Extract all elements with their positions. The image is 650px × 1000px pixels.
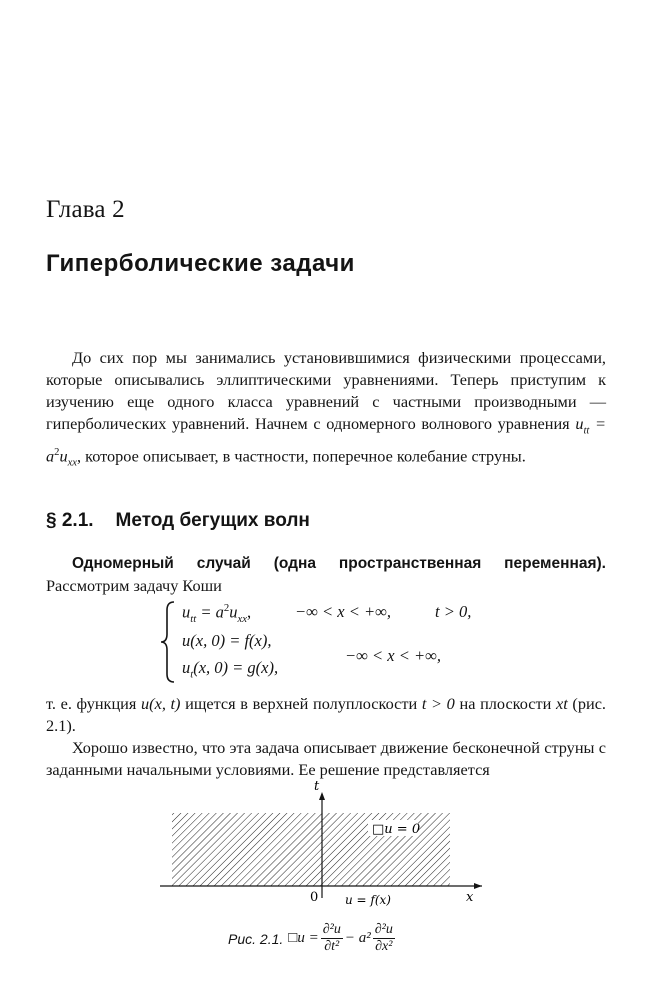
fraction-time: $\frac{\text{∂²u}}{\text{∂t²}}$ bbox=[322, 922, 341, 954]
axis-label-t: t bbox=[314, 780, 320, 794]
fraction-space: $\frac{\text{∂²u}}{\text{∂x²}}$ bbox=[374, 922, 393, 954]
x-axis-arrow-icon bbox=[474, 883, 482, 889]
axis-label-x: x bbox=[466, 890, 474, 905]
region-label: □u = 0 bbox=[372, 822, 421, 837]
figure-half-plane bbox=[150, 780, 495, 910]
figure-caption bbox=[228, 922, 397, 955]
chapter-title: Гиперболические задачи bbox=[46, 250, 355, 277]
t-axis-arrow-icon bbox=[319, 792, 325, 800]
subsection-lead: Одномерный случай (одна пространственная переменная). bbox=[72, 555, 606, 572]
boundary-label: u = f(x) bbox=[345, 893, 391, 907]
section-title: Метод бегущих волн bbox=[115, 510, 310, 531]
cauchy-system bbox=[160, 600, 520, 684]
section-heading bbox=[46, 510, 310, 532]
section-number: § 2.1. bbox=[46, 510, 94, 531]
string-paragraph: Хорошо известно, что эта задача описывает движение бесконечной струны с заданными начальными условиями. Ее решение представляется bbox=[46, 738, 606, 779]
equation-line-1-time: t > 0, bbox=[435, 602, 472, 621]
origin-label: 0 bbox=[310, 890, 319, 905]
caption-label: Рис. 2.1. bbox=[228, 930, 284, 947]
equation-line-2: u(x, 0) = f(x), bbox=[182, 631, 272, 650]
equation-line-1: $u_{tt} = a^2u_{xx}$, bbox=[182, 602, 252, 625]
intro-paragraph: До сих пор мы занимались установившимися физическими процессами, которые описывались эллиптическими уравнениями. Теперь приступим к изучению еще одного класса уравнений с частными производными — гиперболических уравнений. Начнем с одномерного волнового уравнения $u_{tt} = a^2u_{xx}$, которое описывает, в частности, поперечное колебание струны. bbox=[46, 348, 606, 469]
equation-line-3: $u_t(x$, 0) = g(x), bbox=[182, 658, 279, 681]
cauchy-paragraph: Одномерный случай (одна пространственная переменная). Рассмотрим задачу Коши bbox=[46, 555, 606, 595]
continuation-paragraph: т. е. функция u(x, t) ищется в верхней полуплоскости t > 0 на плоскости xt (рис. 2.1). bbox=[46, 694, 606, 735]
left-brace-icon bbox=[160, 600, 176, 684]
equation-lines-2-3-domain: −∞ < x < +∞, bbox=[345, 646, 442, 665]
caption-lhs: □u = bbox=[288, 930, 319, 946]
caption-minus: − a² bbox=[344, 930, 371, 946]
equation-line-1-domain: −∞ < x < +∞, bbox=[295, 602, 392, 621]
chapter-label: Глава 2 bbox=[46, 196, 125, 223]
